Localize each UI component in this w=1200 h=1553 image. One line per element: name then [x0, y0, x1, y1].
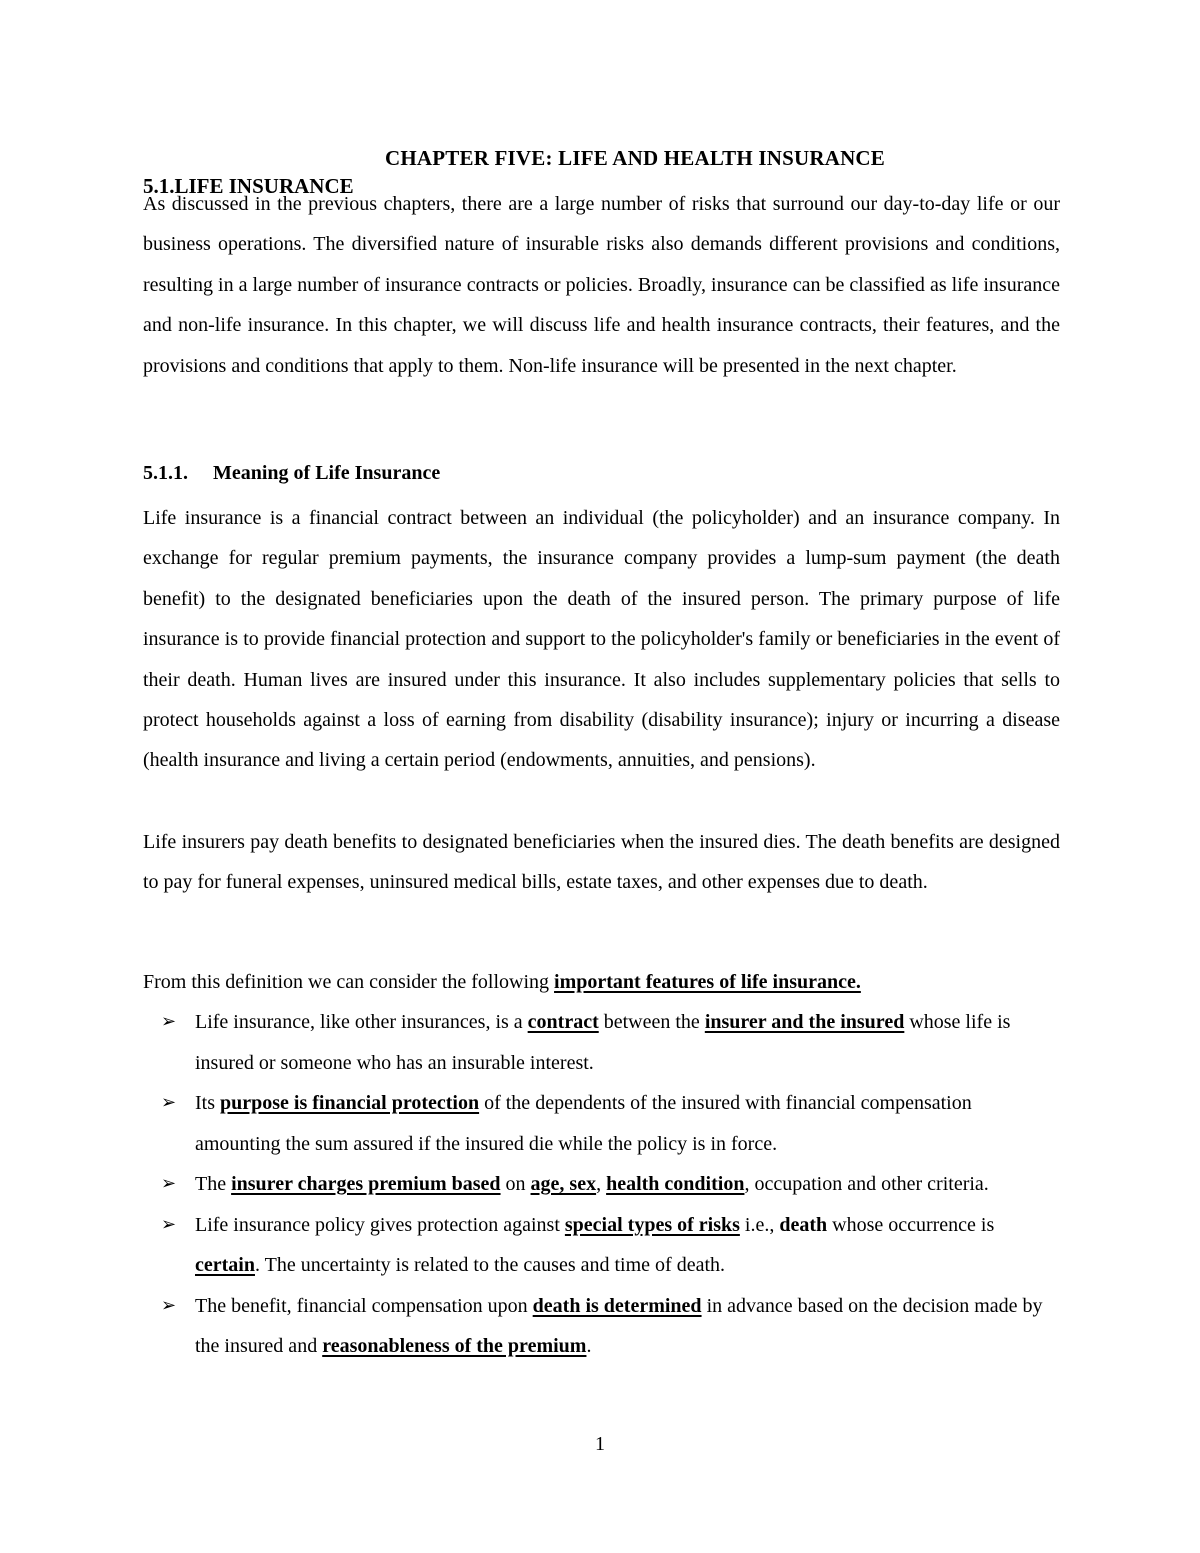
feature-emphasis: special types of risks — [564, 1213, 740, 1236]
page-number: 1 — [595, 1433, 605, 1455]
death-benefit-paragraph: Life insurers pay death benefits to designated beneficiaries when the insured dies. The death benefits are designed to pay for funeral expenses, uninsured medical bills, estate taxes, and other expenses due to death. — [143, 831, 1060, 894]
subsection-title: Meaning of Life Insurance — [213, 462, 441, 484]
list-item — [143, 1164, 1060, 1205]
feature-emphasis: insurer charges premium based — [231, 1173, 501, 1195]
features-intro-emphasis: important features of life insurance. — [554, 971, 861, 993]
feature-emphasis: death is determined — [532, 1294, 702, 1317]
feature-text: , occupation and other criteria. — [744, 1173, 989, 1195]
feature-bold: death — [779, 1213, 828, 1236]
arrow-bullet-icon: ➢ — [161, 1294, 177, 1316]
feature-text: whose occurrence is — [827, 1213, 995, 1236]
features-intro-text: From this definition we can consider the following — [143, 971, 555, 993]
feature-emphasis: contract — [527, 1011, 599, 1033]
arrow-bullet-icon: ➢ — [161, 1173, 177, 1194]
feature-emphasis: health condition — [606, 1173, 745, 1195]
feature-emphasis: insurer and the insured — [704, 1011, 905, 1033]
feature-text: whose life is insured or someone who has an insurable interest. — [195, 1011, 1011, 1074]
list-item — [143, 1286, 1060, 1367]
definition-paragraph: Life insurance is a financial contract between an individual (the policyholder) and an insurance company. In exchange for regular premium payments, the insurance company provides a lump-sum payment (the death benefit) to the designated beneficiaries upon the death of the insured person. The primary purpose of life insurance is to provide financial protection and support to the policyholder's family or beneficiaries in the event of their death. Human lives are insured under this insurance. It also includes supplementary policies that sells to protect households against a loss of earning from disability (disability insurance); injury or incurring a disease (health insurance and living a certain period (endowments, annuities, and pensions). — [143, 507, 1060, 772]
feature-text: , — [596, 1173, 607, 1195]
feature-text: Its — [195, 1092, 220, 1114]
feature-text: Life insurance, like other insurances, is a — [195, 1011, 528, 1033]
feature-text: on — [500, 1173, 531, 1195]
feature-text: i.e., — [739, 1213, 780, 1236]
features-intro — [143, 962, 861, 1002]
features-list — [143, 1002, 1060, 1367]
feature-text: Life insurance policy gives protection against — [195, 1213, 565, 1236]
arrow-bullet-icon: ➢ — [161, 1011, 177, 1032]
feature-text: in advance based on the decision made by the insured and — [195, 1294, 1043, 1357]
subsection-number: 5.1.1. — [143, 462, 188, 484]
arrow-bullet-icon: ➢ — [161, 1213, 177, 1235]
arrow-bullet-icon: ➢ — [161, 1092, 177, 1113]
list-item — [143, 1083, 1060, 1164]
chapter-title: CHAPTER FIVE: LIFE AND HEALTH INSURANCE — [384, 146, 886, 170]
feature-text: . — [586, 1335, 592, 1357]
feature-text: . The uncertainty is related to the causes and time of death. — [254, 1254, 726, 1276]
list-item — [143, 1205, 1060, 1286]
list-item — [143, 1002, 1060, 1083]
feature-emphasis: reasonableness of the premium — [322, 1335, 587, 1357]
feature-emphasis: purpose is financial protection — [220, 1092, 480, 1114]
intro-paragraph: As discussed in the previous chapters, there are a large number of risks that surround our day-to-day life or our business operations. The diversified nature of insurable risks also demands different provisions and conditions, resulting in a large number of insurance contracts or policies. Broadly, insurance can be classified as life insurance and non-life insurance. In this chapter, we will discuss life and health insurance contracts, their features, and the provisions and conditions that apply to them. Non-life insurance will be presented in the next chapter. — [143, 193, 1060, 377]
feature-text: of the dependents of the insured with financial compensation amounting the sum assured if the insured die while the policy is in force. — [195, 1092, 972, 1155]
feature-emphasis: certain — [195, 1254, 255, 1276]
subsection-heading — [143, 455, 440, 491]
feature-text: The benefit, financial compensation upon — [195, 1294, 533, 1317]
feature-emphasis: age, sex — [530, 1173, 597, 1195]
feature-text: between the — [598, 1011, 705, 1033]
section-heading: 5.1.LIFE INSURANCE — [143, 174, 354, 198]
feature-text: The — [195, 1173, 232, 1195]
